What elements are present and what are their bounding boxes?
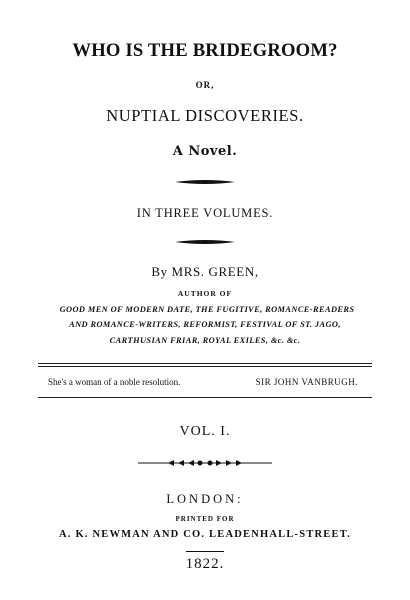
author-line	[0, 264, 410, 280]
publisher-name: A. K. NEWMAN AND CO. LEADENHALL-STREET.	[59, 529, 351, 540]
book-subtitle: NUPTIAL DISCOVERIES.	[106, 106, 304, 125]
book-title: WHO IS THE BRIDEGROOM?	[72, 40, 338, 61]
short-rule	[186, 550, 224, 553]
author-of-label: AUTHOR OF	[177, 289, 233, 298]
volume-number: VOL. I.	[179, 424, 231, 439]
rule-top-inner	[38, 366, 372, 367]
imprint-city: LONDON:	[166, 492, 244, 506]
rule-bottom	[38, 397, 372, 398]
epigraph-author: SIR JOHN VANBRUGH.	[255, 377, 358, 387]
volumes-note: IN THREE VOLUMES.	[136, 206, 274, 220]
ornamental-rule-2	[175, 238, 235, 246]
works-line: AND ROMANCE-WRITERS, REFORMIST, FESTIVAL OF ST. JAGO,	[69, 320, 341, 329]
rule-top	[38, 363, 372, 364]
genre-label: A Novel.	[172, 144, 238, 159]
title-or: OR,	[195, 80, 215, 90]
ornamental-rule-1	[175, 178, 235, 186]
publication-year: 1822.	[185, 556, 225, 572]
author-name: MRS. GREEN,	[171, 264, 259, 279]
works-line: CARTHUSIAN FRIAR, ROYAL EXILES, &c. &c.	[109, 336, 301, 345]
by-label: By	[151, 264, 168, 279]
printed-for-label: PRINTED FOR	[175, 515, 235, 523]
epigraph-text: She's a woman of a noble resolution.	[48, 377, 181, 387]
works-line: GOOD MEN OF MODERN DATE, THE FUGITIVE, ROMANCE-READERS	[59, 305, 355, 314]
ornamental-rule-3	[138, 459, 272, 467]
